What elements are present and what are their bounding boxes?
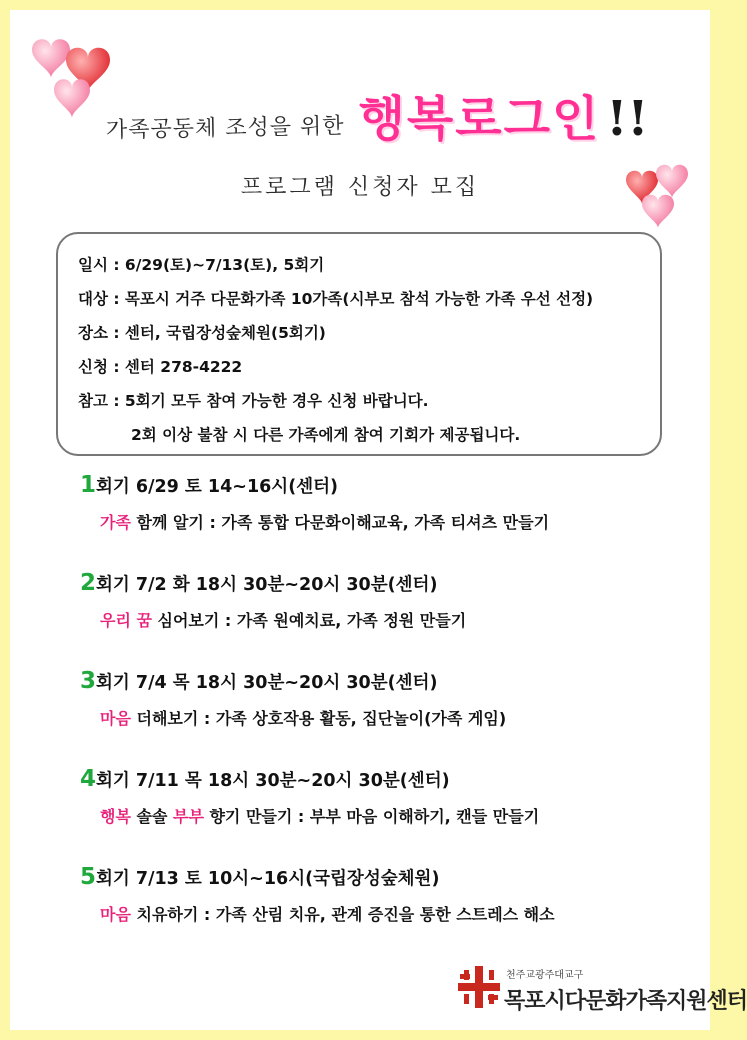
session-description (100, 804, 539, 827)
session-description (100, 902, 555, 925)
session-number: 2 (80, 570, 97, 596)
session-heading (80, 472, 549, 498)
session-keyword: 가족 (100, 513, 131, 532)
session-4 (80, 766, 539, 827)
session-activity: 함께 알기 : 가족 통합 다문화이해교육, 가족 티셔츠 만들기 (130, 513, 550, 532)
info-apply: 신청 : 센터 278-4222 (78, 358, 243, 376)
session-description (100, 706, 506, 729)
session-schedule: 회기 7/11 목 18시 30분~20시 30분(센터) (96, 771, 450, 791)
session-description (100, 510, 549, 533)
session-number: 4 (80, 766, 97, 792)
session-schedule: 회기 7/13 토 10시~16시(국립장성숲체원) (96, 869, 440, 889)
info-box (56, 232, 662, 456)
session-activity-part: 솔솔 (130, 807, 173, 826)
info-date: 일시 : 6/29(토)~7/13(토), 5회기 (78, 256, 325, 274)
session-schedule: 회기 7/4 목 18시 30분~20시 30분(센터) (96, 673, 438, 693)
info-target: 대상 : 목포시 거주 다문화가족 10가족(시부모 참석 가능한 가족 우선 선정) (78, 290, 594, 308)
session-1 (80, 472, 549, 533)
center-logo (458, 962, 747, 1022)
session-keyword: 우리 꿈 (100, 611, 152, 630)
session-number: 5 (80, 864, 97, 890)
logo-center-name: 목포시다문화가족지원센터 (504, 989, 747, 1014)
session-heading (80, 766, 539, 792)
session-5 (80, 864, 555, 925)
logo-diocese-text: 천주교광주대교구 (506, 970, 584, 981)
session-activity: 더해보기 : 가족 상호작용 활동, 집단놀이(가족 게임) (130, 709, 507, 728)
info-note: 참고 : 5회기 모두 참여 가능한 경우 신청 바랍니다. (78, 392, 429, 410)
session-keyword: 마음 (100, 709, 131, 728)
poster (10, 10, 747, 1030)
session-heading (80, 864, 555, 890)
title-row (106, 80, 649, 149)
subtitle: 프로그램 신청자 모집 (240, 175, 480, 200)
session-activity: 향기 만들기 : 부부 마음 이해하기, 캔들 만들기 (203, 807, 540, 826)
session-activity: 치유하기 : 가족 산림 치유, 관계 증진을 통한 스트레스 해소 (130, 905, 555, 924)
session-schedule: 회기 6/29 토 14~16시(센터) (96, 477, 339, 497)
session-keyword: 행복 (100, 807, 131, 826)
session-keyword-2: 부부 (172, 807, 204, 826)
session-heading (80, 570, 466, 596)
session-schedule: 회기 7/2 화 18시 30분~20시 30분(센터) (96, 575, 438, 595)
cross-emblem-icon (458, 966, 500, 1008)
session-number: 3 (80, 668, 97, 694)
title-prefix: 가족공동체 조성을 위한 (105, 113, 345, 144)
program-title: 행복로그인 (358, 91, 601, 147)
session-keyword: 마음 (100, 905, 131, 924)
session-activity: 심어보기 : 가족 원예치료, 가족 정원 만들기 (151, 611, 467, 630)
session-number: 1 (80, 472, 97, 498)
title-exclaim: !! (606, 91, 649, 147)
info-note-continued: 2회 이상 불참 시 다른 가족에게 참여 기회가 제공됩니다. (131, 426, 521, 444)
info-place: 장소 : 센터, 국립장성숲체원(5회기) (78, 324, 326, 342)
session-3 (80, 668, 506, 729)
session-description (100, 608, 466, 631)
session-heading (80, 668, 506, 694)
session-2 (80, 570, 466, 631)
